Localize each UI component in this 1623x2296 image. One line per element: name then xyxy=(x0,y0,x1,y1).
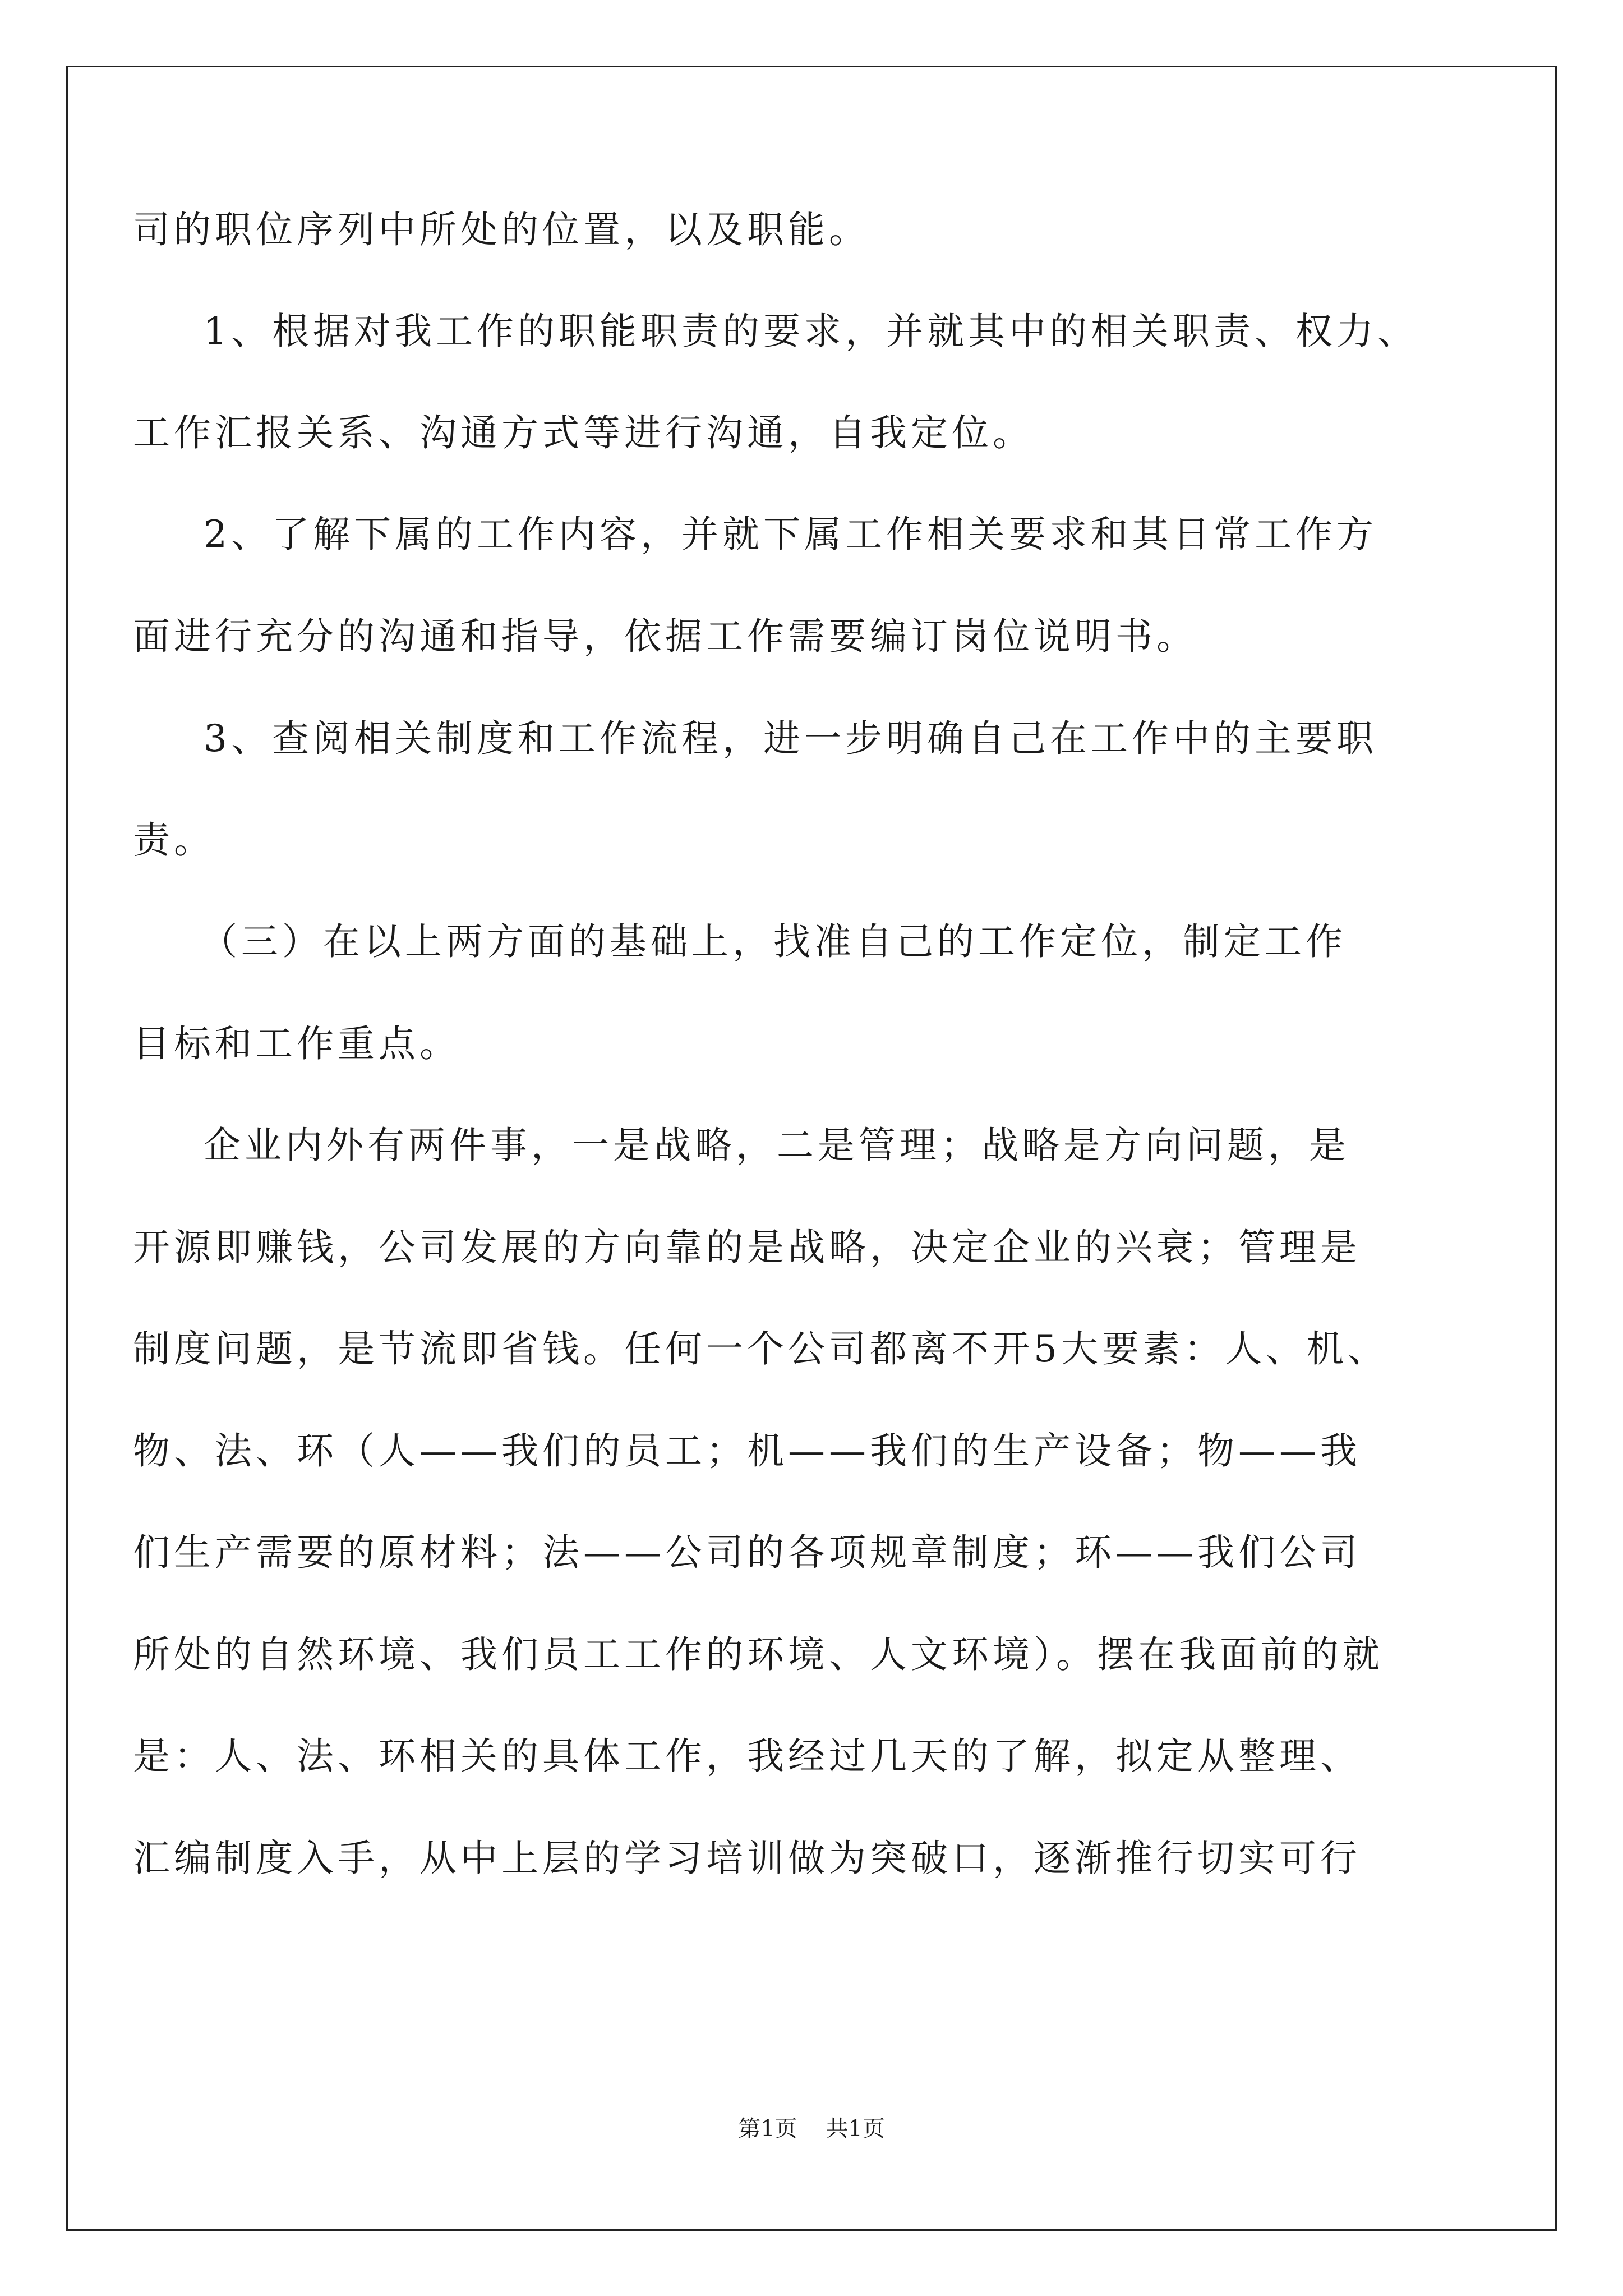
text-line: 2、了解下属的工作内容，并就下属工作相关要求和其日常工作方 xyxy=(204,513,1377,556)
text-line: 物、法、环（人——我们的员工；机——我们的生产设备；物——我 xyxy=(133,1429,1361,1473)
text-line: （三）在以上两方面的基础上，找准自己的工作定位，制定工作 xyxy=(200,920,1347,963)
text-line: 面进行充分的沟通和指导，依据工作需要编订岗位说明书。 xyxy=(133,615,1197,658)
text-line: 责。 xyxy=(133,818,215,862)
text-line: 是：人、法、环相关的具体工作，我经过几天的了解，拟定从整理、 xyxy=(133,1734,1361,1778)
text-line: 1、根据对我工作的职能职责的要求，并就其中的相关职责、权力、 xyxy=(204,310,1418,353)
text-line: 司的职位序列中所处的位置，以及职能。 xyxy=(133,208,870,251)
text-line: 制度问题，是节流即省钱。任何一个公司都离不开5大要素：人、机、 xyxy=(133,1327,1389,1370)
text-line: 3、查阅相关制度和工作流程，进一步明确自己在工作中的主要职 xyxy=(204,717,1377,760)
page-number-footer: 第1页 共1页 xyxy=(738,2116,885,2142)
text-line: 工作汇报关系、沟通方式等进行沟通，自我定位。 xyxy=(133,411,1034,454)
text-line: 所处的自然环境、我们员工工作的环境、人文环境）。摆在我面前的就 xyxy=(133,1633,1384,1676)
text-line: 汇编制度入手，从中上层的学习培训做为突破口，逐渐推行切实可行 xyxy=(133,1837,1361,1880)
text-line: 目标和工作重点。 xyxy=(133,1022,460,1065)
text-line: 开源即赚钱，公司发展的方向靠的是战略，决定企业的兴衰；管理是 xyxy=(133,1226,1361,1269)
text-line: 们生产需要的原材料；法——公司的各项规章制度；环——我们公司 xyxy=(133,1531,1361,1574)
text-line: 企业内外有两件事，一是战略，二是管理；战略是方向问题，是 xyxy=(204,1124,1350,1167)
